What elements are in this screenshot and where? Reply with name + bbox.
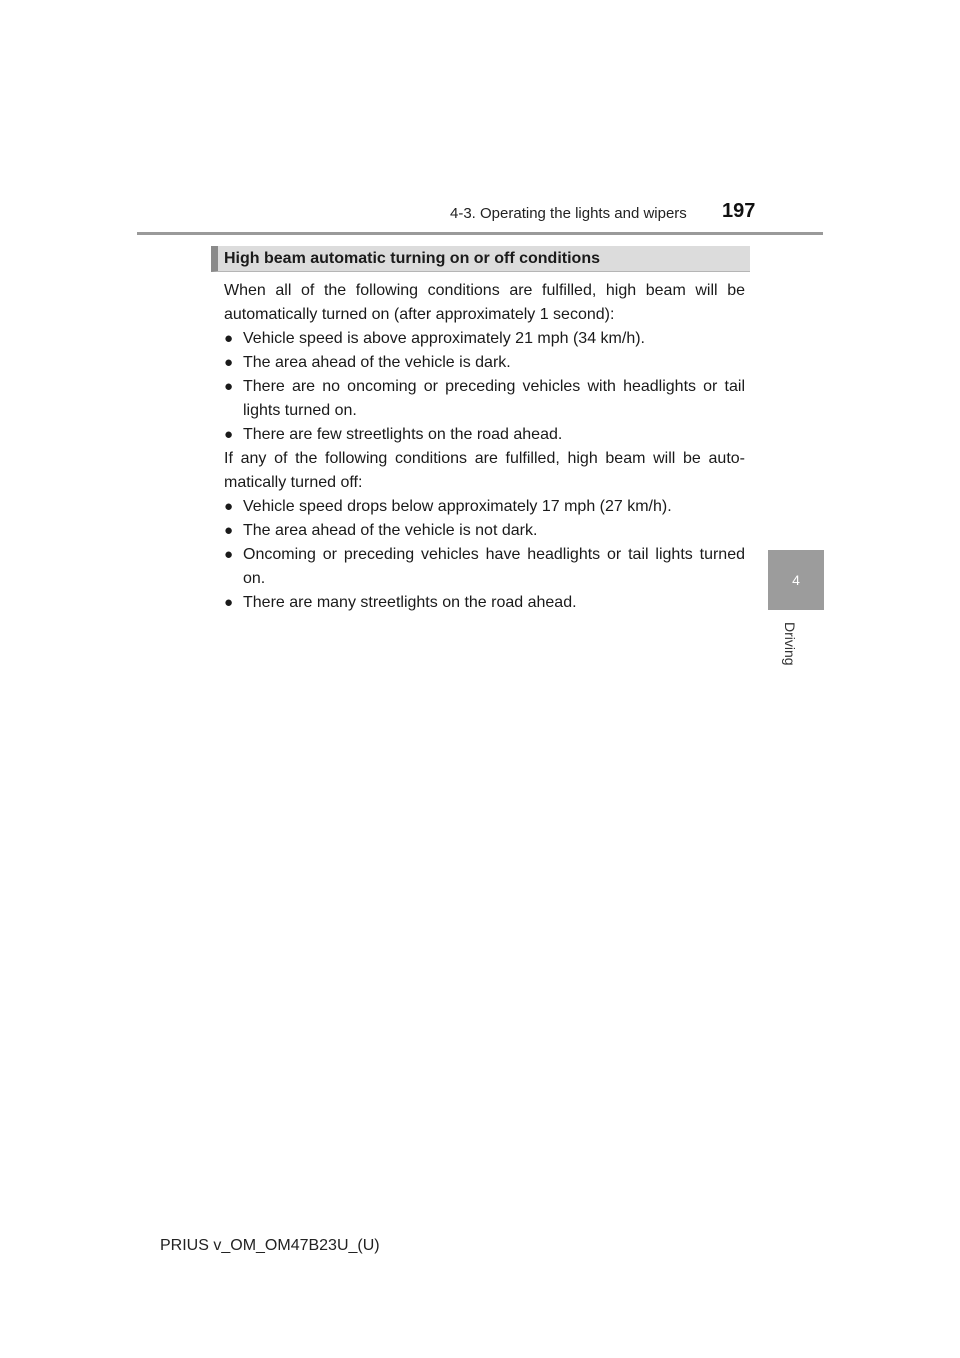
bullet-icon: ● <box>224 426 234 443</box>
list-item <box>224 375 745 423</box>
off-conditions-intro: If any of the following conditions are fulfilled, high beam will be auto-matically turned off: <box>224 450 745 491</box>
bullet-icon: ● <box>224 546 234 563</box>
document-code: PRIUS v_OM_OM47B23U_(U) <box>160 1237 380 1254</box>
list-item <box>224 327 745 351</box>
condition-text: There are many streetlights on the road ahead. <box>243 594 577 611</box>
off-conditions-list <box>224 495 745 615</box>
condition-text: There are few streetlights on the road ahead. <box>243 426 563 443</box>
condition-text: Oncoming or preceding vehicles have headlights or tail lights turned on. <box>243 546 745 587</box>
bullet-icon: ● <box>224 354 234 371</box>
condition-text: Vehicle speed is above approximately 21 mph (34 km/h). <box>243 330 645 347</box>
section-heading: High beam automatic turning on or off conditions <box>211 246 750 272</box>
list-item <box>224 495 745 519</box>
page-number: 197 <box>722 200 756 222</box>
header-section-title: 4-3. Operating the lights and wipers <box>450 205 687 222</box>
condition-text: The area ahead of the vehicle is dark. <box>243 354 511 371</box>
bullet-icon: ● <box>224 594 234 611</box>
bullet-icon: ● <box>224 378 234 395</box>
list-item <box>224 543 745 591</box>
list-item <box>224 591 745 615</box>
condition-text: Vehicle speed drops below approximately 17 mph (27 km/h). <box>243 498 672 515</box>
list-item <box>224 423 745 447</box>
condition-text: There are no oncoming or preceding vehicles with headlights or tail lights turned on. <box>243 378 745 419</box>
condition-text: The area ahead of the vehicle is not dark. <box>243 522 538 539</box>
bullet-icon: ● <box>224 522 234 539</box>
list-item <box>224 351 745 375</box>
chapter-label: Driving <box>782 622 798 666</box>
header-divider <box>137 232 823 235</box>
section-body <box>224 279 745 615</box>
chapter-tab <box>768 550 824 610</box>
list-item <box>224 519 745 543</box>
on-conditions-list <box>224 327 745 447</box>
chapter-number: 4 <box>792 572 800 588</box>
on-conditions-intro: When all of the following conditions are fulfilled, high beam will be automatically turned on (after approximately 1 second): <box>224 282 745 323</box>
bullet-icon: ● <box>224 330 234 347</box>
bullet-icon: ● <box>224 498 234 515</box>
